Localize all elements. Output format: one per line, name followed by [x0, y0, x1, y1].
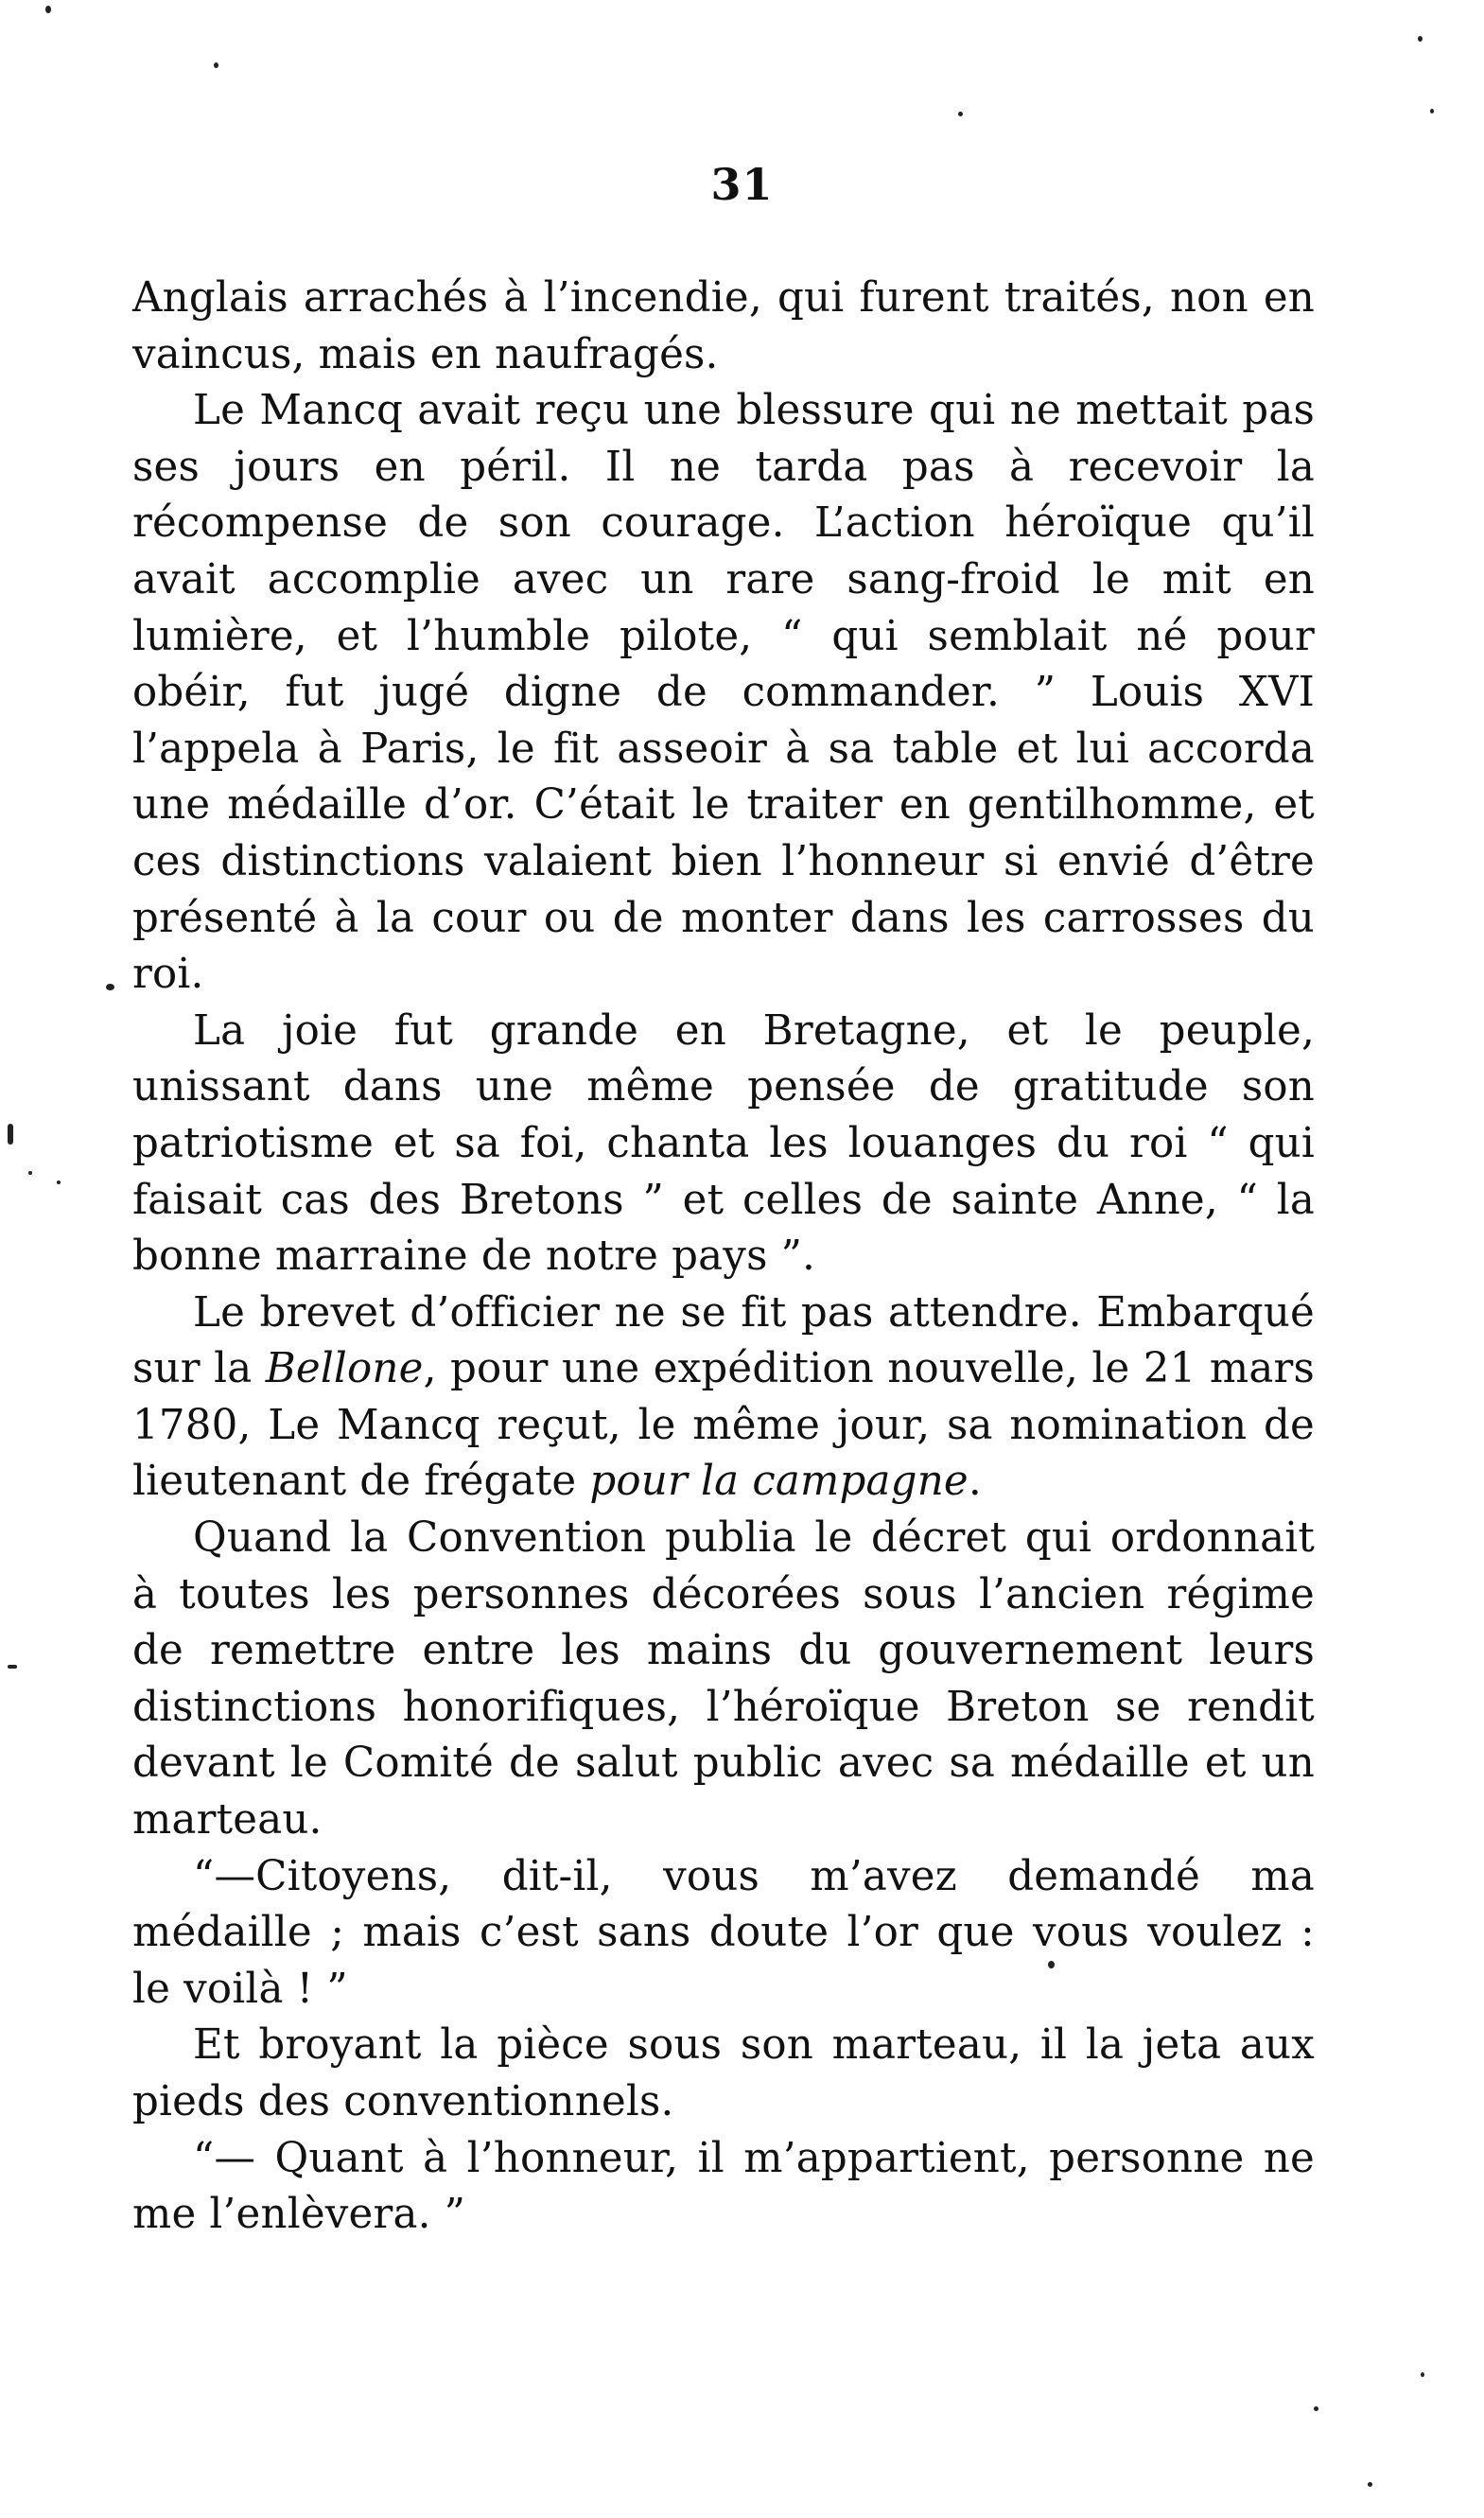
scan-speck — [1421, 2372, 1424, 2377]
scan-speck — [1418, 36, 1423, 42]
paragraph-4-text-middle: , pour une expédition nouvelle, le 21 mars 1780, Le Mancq reçut, le même jour, sa nomination de lieutenant de frégate — [132, 1345, 1315, 1506]
scan-speck — [45, 6, 51, 13]
scan-speck — [958, 112, 963, 116]
scan-speck — [57, 1180, 61, 1184]
scan-speck — [1048, 1961, 1055, 1968]
scan-speck — [214, 62, 218, 68]
scan-speck — [28, 1171, 32, 1175]
page-number: 31 — [710, 159, 774, 210]
paragraph-4-text-before: Le brevet d’officier ne se fit pas attendre. Embarqué sur la — [132, 1288, 1315, 1393]
body-text — [132, 271, 1315, 2244]
italic-phrase: pour la campagne — [589, 1458, 969, 1506]
paragraph-8: “— Quant à l’honneur, il m’appartient, personne ne me l’enlèvera. ” — [132, 2134, 1315, 2239]
paragraph-3: La joie fut grande en Bretagne, et le peuple, unissant dans une même pensée de gratitude son patriotisme et sa foi, chanta les louanges du roi “ qui faisait cas des Bretons ” et celles de sainte Anne, “ la bonne marraine de notre pays ”. — [132, 1006, 1315, 1281]
paragraph-7: Et broyant la pièce sous son marteau, il la jeta aux pieds des conventionnels. — [132, 2021, 1315, 2125]
scan-speck — [1314, 2406, 1318, 2411]
paragraph-6: “—Citoyens, dit-il, vous m’avez demandé ma médaille ; mais c’est sans doute l’or que vous voulez : le voilà ! ” — [132, 1852, 1315, 2013]
ship-name: Bellone — [265, 1345, 424, 1393]
paragraph-4 — [132, 1285, 1315, 1511]
paragraph-2: Le Mancq avait reçu une blessure qui ne mettait pas ses jours en péril. Il ne tarda pas à recevoir la récompense de son courage. L’action héroïque qu’il avait accomplie avec un rare sang-froid le mit en lumière, et l’humble pilote, “ qui semblait né pour obéir, fut jugé digne de commander. ” Louis XVI l’appela à Paris, le fit asseoir à sa table et lui accorda une médaille d’or. C’était le traiter en gentilhomme, et ces distinctions valaient bien l’honneur si envié d’être présenté à la cour ou de monter dans les carrosses du roi. — [132, 387, 1315, 999]
scan-speck — [8, 1124, 13, 1145]
paragraph-1: Anglais arrachés à l’incendie, qui furent traités, non en vaincus, mais en naufragés. — [132, 274, 1315, 378]
scan-speck — [8, 1665, 17, 1669]
paragraph-5: Quand la Convention publia le décret qui ordonnait à toutes les personnes décorées sous l’ancien régime de remettre entre les mains du gouvernement leurs distinctions honorifiques, l’héroïque Breton se rendit devant le Comité de salut public avec sa médaille et un marteau. — [132, 1514, 1315, 1845]
scan-speck — [106, 984, 114, 990]
scan-speck — [1368, 2482, 1372, 2487]
paragraph-4-text-after: . — [968, 1458, 982, 1506]
scan-speck — [1430, 109, 1434, 114]
